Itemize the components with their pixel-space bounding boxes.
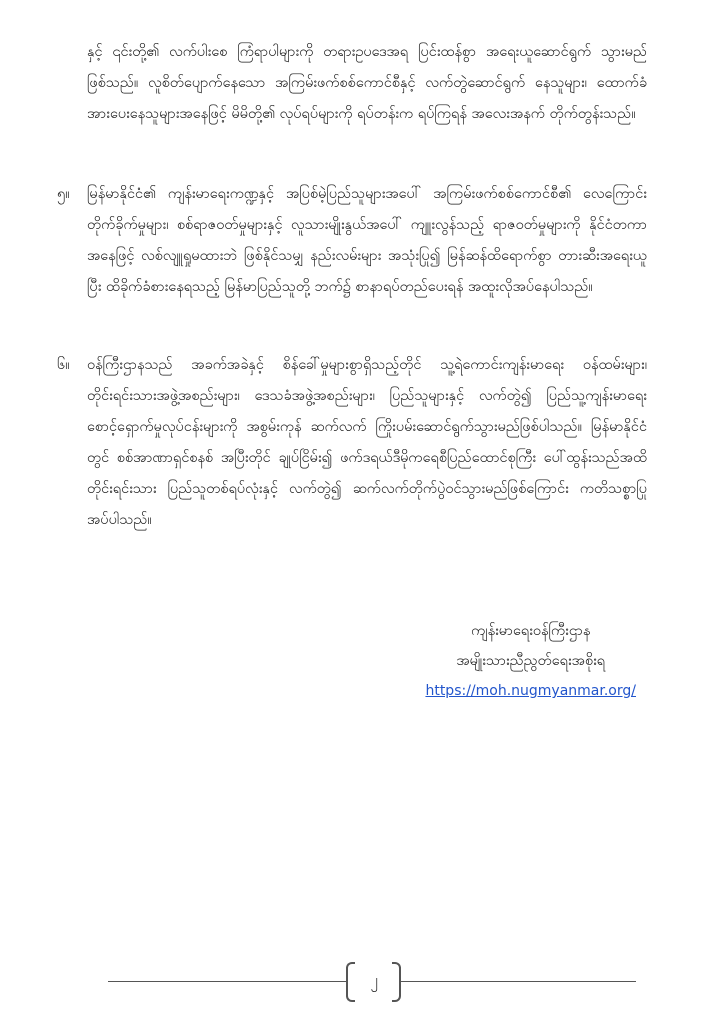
footer-rule-left	[108, 981, 346, 982]
government-name: အမျိုးသားညီညွတ်ရေးအစိုးရ	[456, 653, 606, 669]
paragraph-5-number: ၅။	[57, 186, 70, 202]
paragraph-6: ဝန်ကြီးဌာနသည် အခက်အခဲနှင့် စိန်ခေါ်မှုများစွာရှိသည့်တိုင် သူ့ရဲကောင်းကျန်းမာရေး ဝန်ထမ်းများ၊ တိုင်းရင်းသားအဖွဲ့အစည်းများ၊ ဒေသခံအဖွဲ့အစည်းများ၊ ပြည်သူများနှင့် လက်တွဲ၍ ပြည်သူ့ကျန်းမာရေးစောင့်ရှောက်မှုလုပ်ငန်းများကို အစွမ်းကုန် ဆက်လက် ကြိုးပမ်းဆောင်ရွက်သွားမည်ဖြစ်ပါသည်။ မြန်မာနိုင်ငံတွင် စစ်အာဏာရှင်စနစ် အပြီးတိုင် ချုပ်ငြိမ်း၍ ဖက်ဒရယ်ဒီမိုကရေစီပြည်ထောင်စုကြီး ပေါ်ထွန်းသည်အထိ တိုင်းရင်းသား ပြည်သူတစ်ရပ်လုံးနှင့် လက်တွဲ၍ ဆက်လက်တိုက်ပွဲဝင်သွားမည်ဖြစ်ကြောင်း ကတိသစ္စာပြု အပ်ပါသည်။	[87, 357, 647, 528]
footer-rule-right	[400, 981, 636, 982]
paragraph-6-number: ၆။	[57, 357, 70, 373]
ministry-website-link[interactable]: https://moh.nugmyanmar.org/	[425, 683, 636, 699]
paragraph-continued: နှင့် ၎င်းတို့၏ လက်ပါးစေ ကြံရာပါများကို တရားဥပဒေအရ ပြင်းထန်စွာ အရေးယူဆောင်ရွက် သွားမည်ဖြစ်သည်။ လူစိတ်ပျောက်နေသော အကြမ်းဖက်စစ်ကောင်စီနှင့် လက်တွဲဆောင်ရွက် နေသူများ၊ ထောက်ခံအားပေးနေသူများအနေဖြင့် မိမိတို့၏ လုပ်ရပ်များကို ရပ်တန်းက ရပ်ကြရန် အလေးအနက် တိုက်တွန်းသည်။	[87, 44, 647, 122]
paragraph-5: မြန်မာနိုင်ငံ၏ ကျန်းမာရေးကဏ္ဍနှင့် အပြစ်မဲ့ပြည်သူများအပေါ် အကြမ်းဖက်စစ်ကောင်စီ၏ လေကြောင်းတိုက်ခိုက်မှုများ၊ စစ်ရာဇဝတ်မှုများနှင့် လူသားမျိုးနွယ်အပေါ် ကျူးလွန်သည့် ရာဇဝတ်မှုများကို နိုင်ငံတကာအနေဖြင့် လစ်လျူရှုမထားဘဲ ဖြစ်နိုင်သမျှ နည်းလမ်းများ အသုံးပြု၍ မြန်ဆန်ထိရောက်စွာ တားဆီးအရေးယူပြီး ထိခိုက်ခံစားနေရသည့် မြန်မာပြည်သူတို့ ဘက်၌ စာနာရပ်တည်ပေးရန် အထူးလိုအပ်နေပါသည်။	[87, 186, 647, 295]
signature-block	[425, 616, 636, 706]
ministry-name: ကျန်းမာရေးဝန်ကြီးဌာန	[471, 623, 591, 639]
page-number: ၂	[370, 971, 378, 989]
